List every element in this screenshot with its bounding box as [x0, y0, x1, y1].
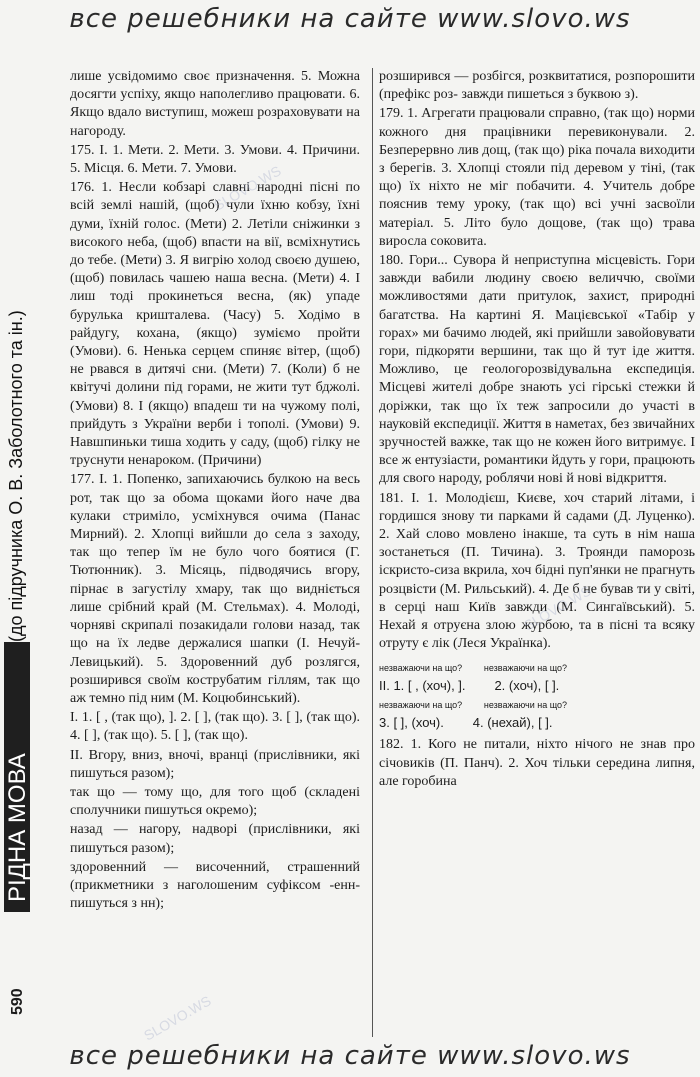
watermark: SLOVO.WS: [141, 992, 214, 1044]
scheme: ІІ. 1. [ , (хоч), ].: [379, 677, 466, 693]
scheme: 2. (хоч), [ ].: [494, 677, 560, 693]
site-banner-top: все решебники на сайте www.slovo.ws: [69, 4, 631, 34]
exercise-176: 176. 1. Несли кобзарі славні народні пісні по всій землі нашій, (щоб) чули їхню кобзу, їхні думи, їхній голос. (Мети) 2. Летіли сніжинки з високого неба, (щоб) впасти на вії, всміхнутись до тебе. (Мети) 3. Я вигрію холод своєю душею, (щоб) повилась чашею наша весна. (Мети) 4. І лиш тоді прокинеться весна, (як) упаде бурулька кришталева. (Часу) 5. Ходімо в райдугу, кохана, (якщо) зуміємо пройти (Умови). 6. Ненька серцем спиняє вітер, (щоб) не рвався в дитячі сни. (Мети) 7. (Коли) б не квітучі долини під горами, не жити тут бджолі. (Умови) 8. І (якщо) впадеш ти на чужому полі, прийдуть з України верби і тополі. (Умови) 9. Навшпиньки тиша ходить у саду, (щоб) гілку не труснути ненароком. (Причини): [70, 180, 360, 469]
exercise-175: 175. І. 1. Мети. 2. Мети. 3. Умови. 4. Причини. 5. Місця. 6. Мети. 7. Умови.: [70, 142, 360, 177]
paragraph: лише усвідомимо своє призначення. 5. Можна досягти успіху, якщо наполегливо працювати. 6. Якщо вдало виступиш, можеш розраховувати на нагороду.: [70, 69, 360, 139]
exercise-177: 177. І. 1. Попенко, запихаючись булкою на весь рот, так що за обома щоками його наче два кулаки стриміло, усміхнувся очима (Панас Мирний). 2. Хлопці вийшли до села з заходу, так що тепер їм не було чого боятися (Г. Тютюнник). 3. Місяць, підводячись вгору, пірнає в загустілу хмару, так що видніється лише срібний край (М. Стельмах). 4. Молоді, чорняві скрипалі позакидали голови назад, так що на їх ледве держалися шапки (І. Нечуй-Левицький). 5. Здоровенний дуб розлягся, розширився своїм кострубатим гіллям, так що аж темно під ним (М. Коцюбинський).: [70, 472, 360, 706]
scheme: 4. (нехай), [ ].: [472, 715, 553, 731]
scheme-note: незважаючи на що?: [483, 699, 568, 710]
paragraph: розширився — розбігся, розквитатися, розпорошити (префікс роз- завжди пишеться з буквою з).: [379, 69, 695, 103]
exercise-180: 180. Гори... Сувора й неприступна місцевість. Гори завжди вабили людину своєю величчю, своїми можливостями дати притулок, захист, природні багатства. На картині Я. Мацієвської «Табір у горах» ми бачимо людей, які прийшли завойовувати гори, підкоряти вершини, так що й тут іде життя. Можливо, це геологорозвідувальна експедиція. Місцеві жителі добре знають усі гірські стежки й доріжки, так що їх теж запросили до участі в науковій експедиції. Життя в наметах, без звичайних зручностей важке, так що не кожен його витримує. І все ж ентузіасти, романтики йдуть у гори, працюють для свого народу, роблячи нові й нові відкриття.: [379, 253, 696, 487]
page-number: [5, 985, 31, 1019]
scheme-note: незважаючи на що?: [483, 662, 568, 673]
scheme-row-4: [379, 714, 695, 732]
scheme-note: незважаючи на що?: [379, 699, 463, 710]
subject-title: РІДНА МОВА: [4, 753, 31, 902]
watermark: SLOVO.WS: [521, 582, 594, 634]
schemes-177: І. 1. [ , (так що), ]. 2. [ ], (так що). 3. [ ], (так що). 4. [ ], (так що). 5. [ ], (так що).: [70, 710, 360, 744]
scheme-diagram: [379, 658, 695, 733]
site-banner-bottom: все решебники на сайте www.slovo.ws: [69, 1041, 631, 1071]
left-column: [70, 68, 360, 1037]
explanation-3: назад — нагору, надворі (прислівники, які пишуться разом);: [70, 822, 360, 856]
scheme: 3. [ ], (хоч).: [379, 715, 444, 731]
sidebar: [4, 82, 30, 992]
right-column: [372, 68, 695, 1037]
watermark: SLOVO.WS: [211, 162, 284, 214]
book-title: (до підручника О. В. Заболотного та ін.): [6, 310, 26, 642]
scheme-row-2: [379, 677, 695, 695]
explanation-1: ІІ. Вгору, вниз, вночі, вранці (прислівники, які пишуться разом);: [70, 747, 360, 781]
explanation-4: здоровенний — височенний, страшенний (прикметники з наголошеним суфіксом -енн- пишуться з нн);: [70, 859, 360, 912]
scheme-note: незважаючи на що?: [379, 662, 463, 673]
exercise-181: 181. І. 1. Молодієш, Києве, хоч старий літами, і гордишся знову ти парками й садами (Д. Луценко). 2. Хай слово мовлено інакше, та суть в нім наша зостанеться (П. Тичина). 3. Троянди паморозь іскристо-сиза вкрила, хоч бідні пуп'янки не прагнуть розцвісти (М. Рильський). 4. Де б не бував ти у світі, в серці наш Київ завжди (М. Сингаївський). 5. Нехай я отруєна злою журбою, та в пісні та всяку отруту є лік (Леся Українка).: [379, 490, 695, 652]
scheme-row-3: [379, 695, 695, 714]
page-number-text: 590: [9, 988, 26, 1015]
scheme-row-1: [379, 658, 695, 677]
exercise-182: 182. 1. Кого не питали, ніхто нічого не знав про січовиків (П. Панч). 2. Хоч тільки середина липня, але горобина: [379, 737, 695, 789]
exercise-179: 179. 1. Агрегати працювали справно, (так що) норми кожного дня працівники перевиконували. 2. Безперервно лив дощ, (так що) ріка почала виходити з берегів. 3. Хлопці стояли під деревом у тіні, (так що) їх ніхто не міг побачити. 4. Учитель добре пояснив тему уроку, (так що) всі учні засвоїли матеріал. 5. Літо було дощове, (так що) трава виросла соковита.: [379, 106, 695, 249]
explanation-2: так що — тому що, для того щоб (складені сполучники пишуться окремо);: [70, 784, 360, 819]
